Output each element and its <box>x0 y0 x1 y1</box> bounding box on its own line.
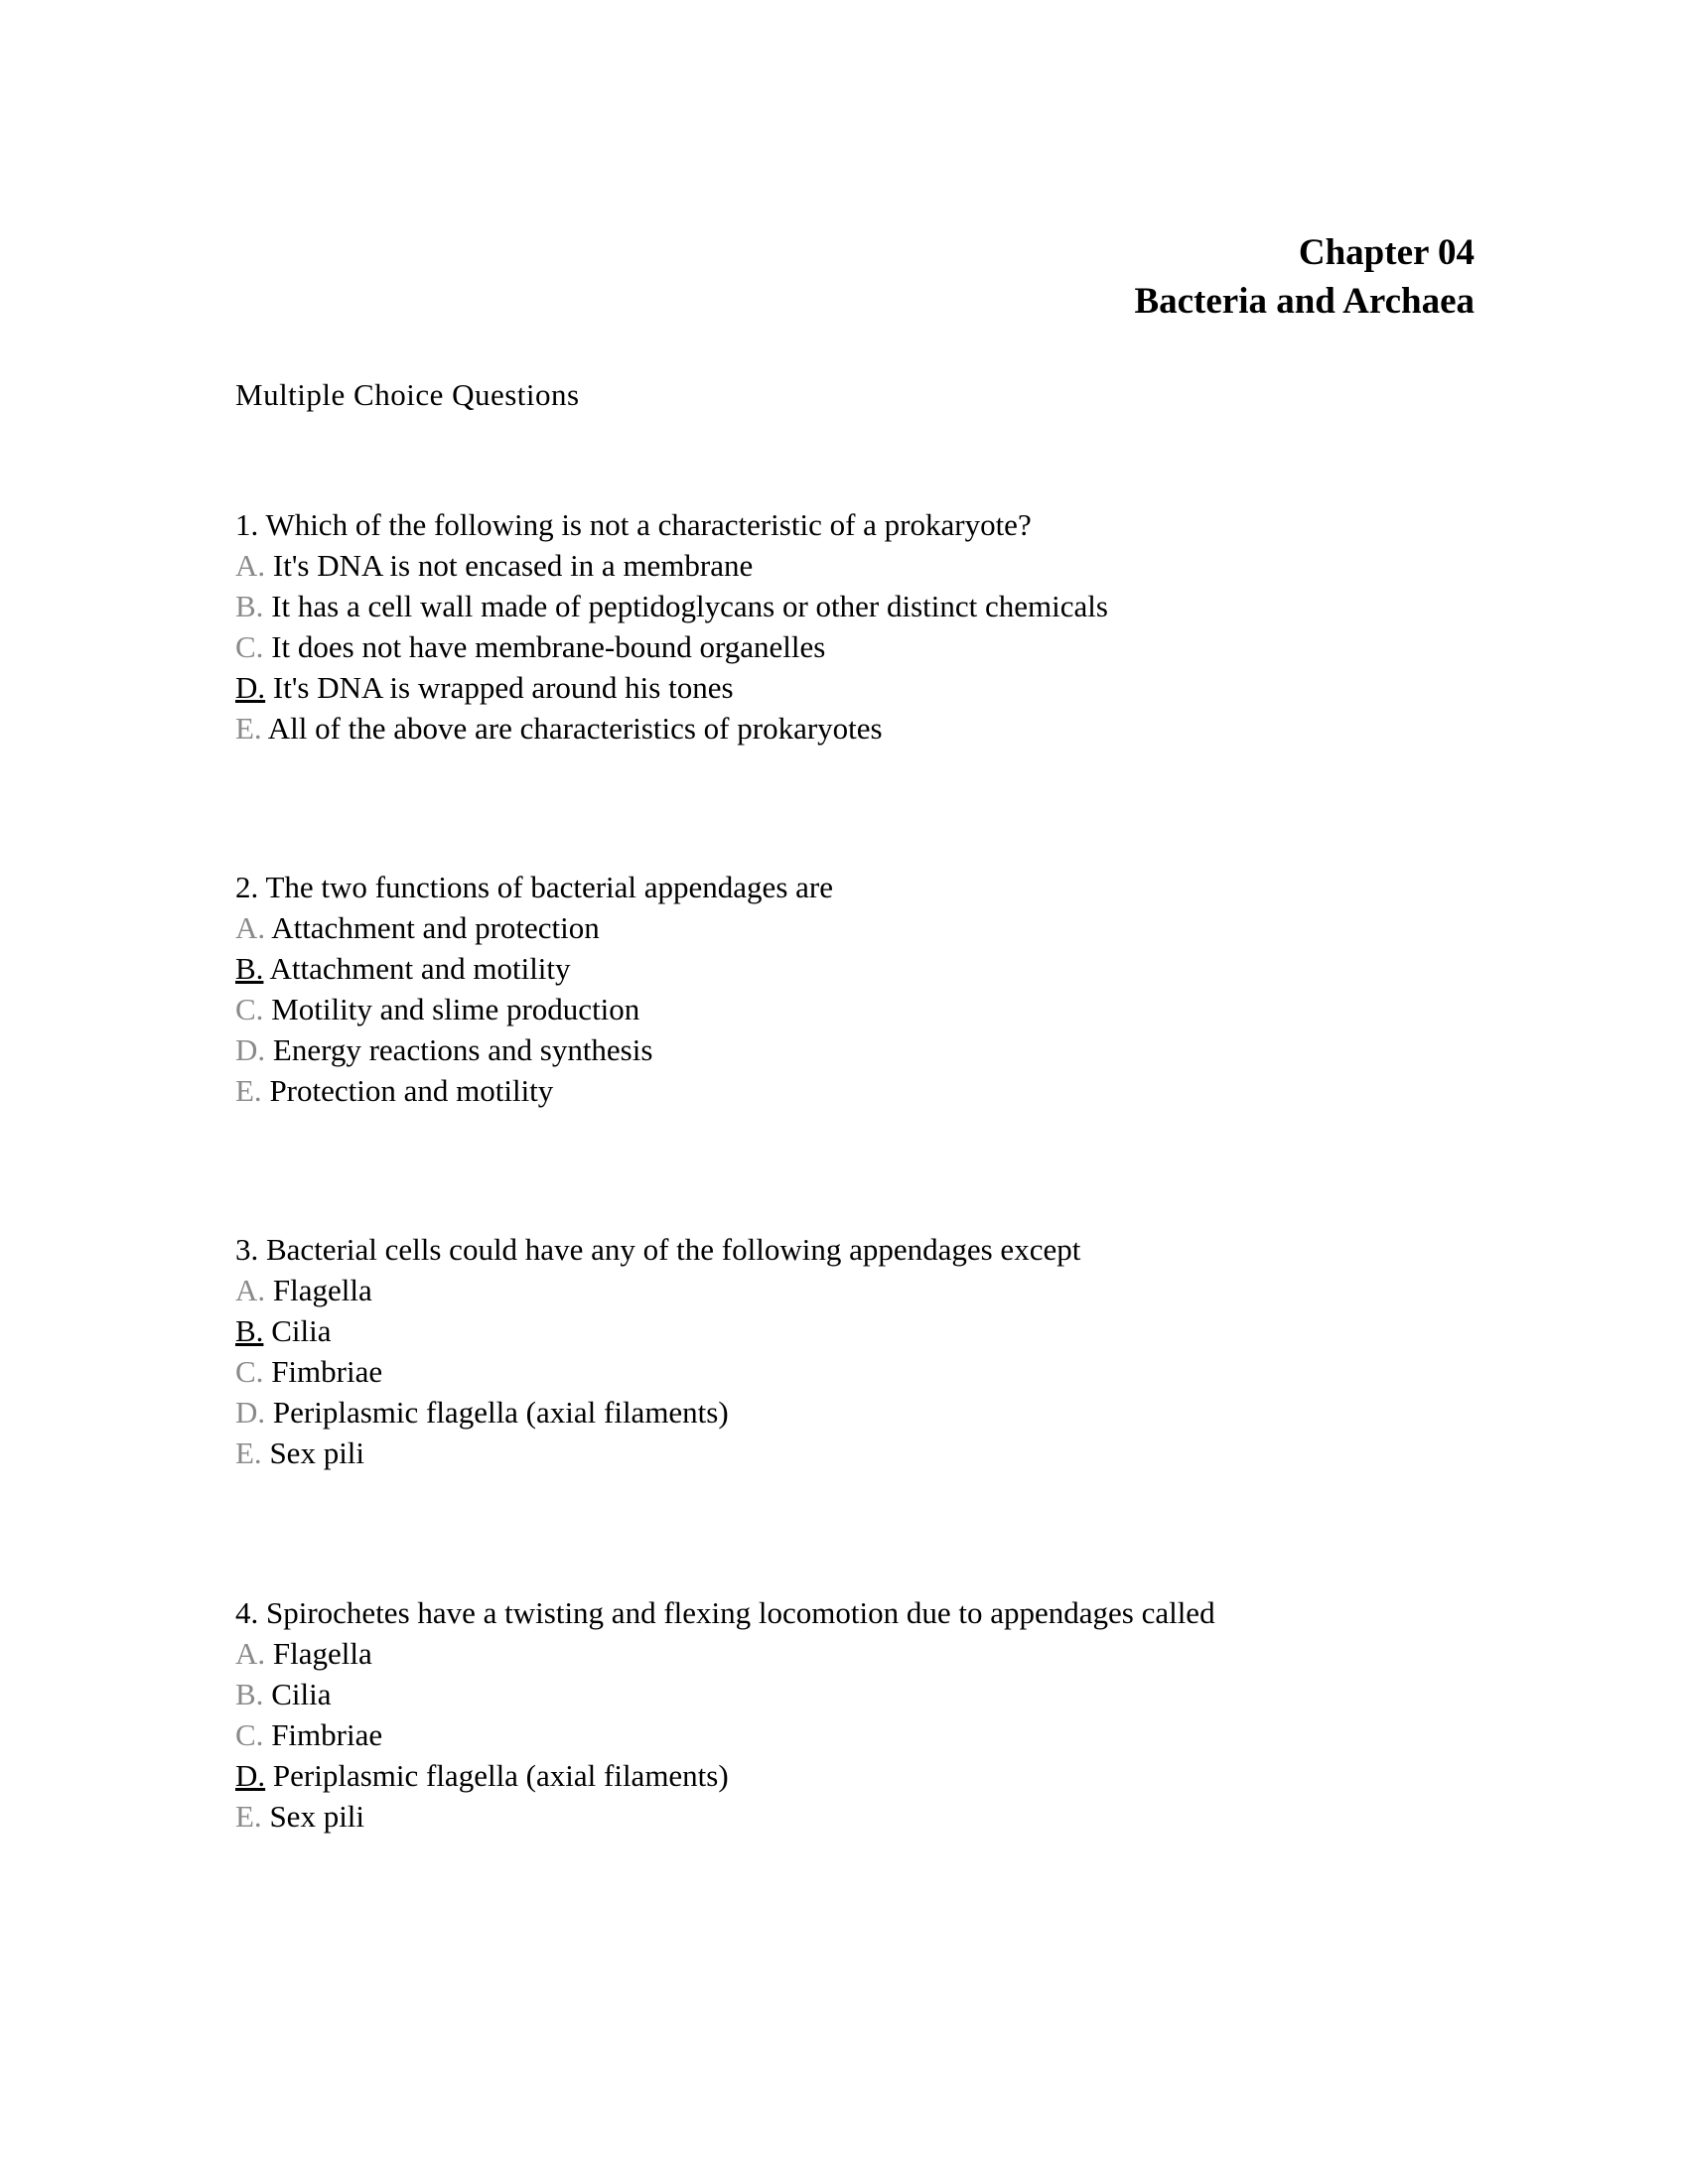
chapter-heading <box>1134 228 1475 326</box>
correct-option-letter: B. <box>235 1313 264 1348</box>
option-letter: C. <box>235 1354 264 1389</box>
option-letter: A. <box>235 548 266 583</box>
question-3 <box>235 1229 1080 1473</box>
option-letter: B. <box>235 1677 264 1711</box>
question-4 <box>235 1592 1215 1837</box>
option-text: Sex pili <box>269 1799 365 1834</box>
option-text: All of the above are characteristics of prokaryotes <box>267 711 883 746</box>
option-letter: C. <box>235 992 264 1026</box>
answer-option <box>235 1433 1080 1473</box>
option-text: Attachment and motility <box>269 951 571 986</box>
option-text: Fimbriae <box>271 1354 383 1389</box>
option-text: It's DNA is not encased in a membrane <box>272 548 754 583</box>
option-text: Energy reactions and synthesis <box>272 1032 653 1067</box>
option-letter: E. <box>235 711 262 746</box>
answer-option <box>235 1070 833 1111</box>
answer-option <box>235 1714 1215 1755</box>
question-stem: 1. Which of the following is not a characteristic of a prokaryote? <box>235 507 1032 542</box>
option-letter: C. <box>235 629 264 664</box>
question-1 <box>235 504 1108 749</box>
option-text: Motility and slime production <box>271 992 640 1026</box>
option-letter: E. <box>235 1435 262 1470</box>
question-2 <box>235 867 833 1111</box>
correct-option-letter: D. <box>235 670 266 705</box>
answer-option <box>235 948 833 989</box>
answer-option <box>235 708 1108 749</box>
answer-option <box>235 1029 833 1070</box>
answer-option <box>235 1351 1080 1392</box>
option-text: Attachment and protection <box>271 910 600 945</box>
answer-option <box>235 907 833 948</box>
option-text: It has a cell wall made of peptidoglycans or other distinct chemicals <box>271 589 1108 623</box>
question-stem: 3. Bacterial cells could have any of the following appendages except <box>235 1232 1081 1267</box>
option-letter: D. <box>235 1395 266 1430</box>
chapter-title: Bacteria and Archaea <box>1134 281 1475 322</box>
option-text: Flagella <box>272 1636 372 1671</box>
question-stem: 2. The two functions of bacterial appendages are <box>235 870 833 904</box>
option-text: Periplasmic flagella (axial filaments) <box>272 1395 729 1430</box>
option-letter: E. <box>235 1799 262 1834</box>
answer-option <box>235 1633 1215 1674</box>
answer-option <box>235 586 1108 626</box>
chapter-number: Chapter 04 <box>1298 232 1475 273</box>
option-letter: D. <box>235 1032 266 1067</box>
option-letter: A. <box>235 910 266 945</box>
option-text: Fimbriae <box>271 1717 383 1752</box>
answer-option <box>235 1755 1215 1796</box>
answer-option <box>235 1392 1080 1433</box>
option-text: Sex pili <box>269 1435 365 1470</box>
option-text: Periplasmic flagella (axial filaments) <box>272 1758 729 1793</box>
option-text: Protection and motility <box>269 1073 554 1108</box>
answer-option <box>235 545 1108 586</box>
option-text: Cilia <box>271 1313 332 1348</box>
option-letter: A. <box>235 1636 266 1671</box>
option-letter: C. <box>235 1717 264 1752</box>
answer-option <box>235 1310 1080 1351</box>
option-letter: B. <box>235 589 264 623</box>
answer-option <box>235 626 1108 667</box>
option-text: Flagella <box>272 1273 372 1307</box>
correct-option-letter: D. <box>235 1758 266 1793</box>
answer-option <box>235 1674 1215 1714</box>
question-stem: 4. Spirochetes have a twisting and flexing locomotion due to appendages called <box>235 1595 1215 1630</box>
answer-option <box>235 1270 1080 1310</box>
answer-option <box>235 667 1108 708</box>
answer-option <box>235 1796 1215 1837</box>
option-letter: E. <box>235 1073 262 1108</box>
option-text: It does not have membrane-bound organelles <box>271 629 826 664</box>
section-title: Multiple Choice Questions <box>235 377 580 412</box>
option-letter: A. <box>235 1273 266 1307</box>
option-text: Cilia <box>271 1677 332 1711</box>
option-text: It's DNA is wrapped around his tones <box>272 670 734 705</box>
correct-option-letter: B. <box>235 951 264 986</box>
answer-option <box>235 989 833 1029</box>
